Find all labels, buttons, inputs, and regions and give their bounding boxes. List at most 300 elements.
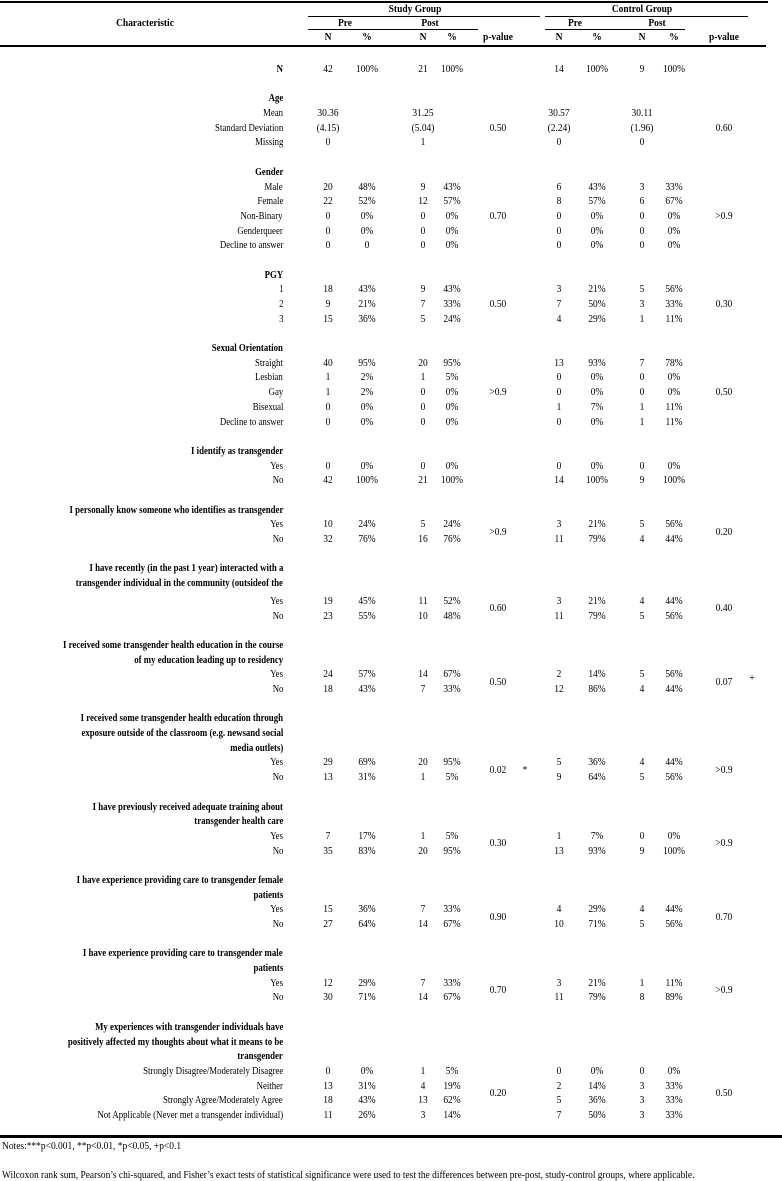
row-label: Lesbian <box>255 371 283 384</box>
control-post-n: 3 <box>639 1079 645 1092</box>
control-post-n: 1 <box>639 312 645 325</box>
study-post-pct: 52% <box>443 594 461 607</box>
control-post-pct: 0% <box>667 209 681 222</box>
control-pre-pct: 50% <box>588 298 606 311</box>
study-p-value: 0.30 <box>489 837 507 850</box>
control-post-n: 0 <box>639 209 645 222</box>
section-title: media outlets) <box>229 741 283 754</box>
header-pct: % <box>362 31 372 43</box>
study-pre-pct: 57% <box>358 668 376 681</box>
study-pre-n: 9 <box>325 298 331 311</box>
section-title: Sexual Orientation <box>211 342 283 355</box>
study-p-value: 0.02 <box>489 763 507 776</box>
study-pre-pct: 43% <box>358 1094 376 1107</box>
control-post-pct: 56% <box>665 918 683 931</box>
study-post-n: 1 <box>420 371 426 384</box>
control-pre-n: 0 <box>556 136 562 149</box>
study-pre-n: 0 <box>325 459 331 472</box>
control-post-n: 0 <box>639 459 645 472</box>
study-pre-n: 42 <box>323 474 333 487</box>
section-title: patients <box>253 888 283 901</box>
control-post-n: 0 <box>639 829 645 842</box>
study-pre-n: 10 <box>323 518 333 531</box>
header-p-value: p-value <box>483 31 513 43</box>
study-pre-pct: 43% <box>358 283 376 296</box>
control-pre-pct: 0% <box>590 459 604 472</box>
footnote-methods: Wilcoxon rank sum, Pearson’s chi-squared, and Fisher’s exact tests of statistical significance were used to test the differences between pre-post, study-control groups, where applicable. <box>2 1169 695 1181</box>
control-post-n: 5 <box>639 668 645 681</box>
study-pre-pct: 0% <box>360 459 374 472</box>
control-post-n: 5 <box>639 771 645 784</box>
control-pre-n: 1 <box>556 400 562 413</box>
study-post-pct: 43% <box>443 180 461 193</box>
study-p-value: 0.90 <box>489 910 507 923</box>
study-pre-n: 35 <box>323 844 333 857</box>
control-post-pct: 0% <box>667 386 681 399</box>
study-post-pct: 14% <box>443 1108 461 1121</box>
control-p-value: 0.20 <box>715 525 733 538</box>
row-label: Male <box>264 180 283 193</box>
control-post-n: 4 <box>639 533 645 546</box>
section-title: exposure outside of the classroom (e.g. newsand social <box>81 727 283 740</box>
study-pre-pct: 21% <box>358 298 376 311</box>
control-p-value: >0.9 <box>715 984 733 997</box>
study-post-pct: 0% <box>445 459 459 472</box>
table-bottom-rule <box>0 1135 782 1138</box>
study-pre-n: 0 <box>325 209 331 222</box>
study-p-value: 0.50 <box>489 121 507 134</box>
header-study-post: Post <box>421 17 439 29</box>
control-pre-pct: 57% <box>588 195 606 208</box>
study-post-pct: 95% <box>443 844 461 857</box>
row-label: Mean <box>262 107 283 120</box>
control-pre-n: 7 <box>556 298 562 311</box>
control-post-pct: 100% <box>662 474 686 487</box>
control-pre-pct: 0% <box>590 1064 604 1077</box>
control-pre-pct: 93% <box>588 844 606 857</box>
control-post-pct: 44% <box>665 756 683 769</box>
control-pre-n: 3 <box>556 594 562 607</box>
header-n: N <box>555 31 563 43</box>
row-label: No <box>272 474 283 487</box>
study-pre-n: 18 <box>323 682 333 695</box>
study-pre-n: 0 <box>325 1064 331 1077</box>
control-pre-n: 14 <box>554 474 564 487</box>
section-title: positively affected my thoughts about what it means to be <box>67 1035 283 1048</box>
row-label: Straight <box>255 356 283 369</box>
study-post-pct: 33% <box>443 682 461 695</box>
study-post-n: 5 <box>420 312 426 325</box>
header-pct: % <box>592 31 602 43</box>
study-post-pct: 95% <box>443 756 461 769</box>
study-pre-pct: 0% <box>360 224 374 237</box>
row-label: Decline to answer <box>219 239 283 252</box>
control-pre-n: 2 <box>556 1079 562 1092</box>
row-label: Missing <box>254 136 283 149</box>
control-pre-pct: 0% <box>590 224 604 237</box>
study-pre-pct: 2% <box>360 371 374 384</box>
study-pre-pct: 45% <box>358 594 376 607</box>
control-pre-pct: 79% <box>588 533 606 546</box>
significance-mark: + <box>749 671 755 684</box>
control-pre-pct: 100% <box>585 474 609 487</box>
control-post-n: 3 <box>639 180 645 193</box>
study-prepost-rule <box>308 29 478 30</box>
study-pre-pct: 83% <box>358 844 376 857</box>
control-p-value: 0.07 <box>715 675 733 688</box>
control-pre-n: 3 <box>556 518 562 531</box>
control-pre-pct: 93% <box>588 356 606 369</box>
study-pre-pct: 29% <box>358 976 376 989</box>
control-post-n: 9 <box>639 63 645 75</box>
control-pre-pct: 0% <box>590 371 604 384</box>
study-post-pct: 19% <box>443 1079 461 1092</box>
section-title: I have experience providing care to transgender female <box>76 873 283 886</box>
study-post-pct: 67% <box>443 918 461 931</box>
header-control-pre: Pre <box>567 17 583 29</box>
control-p-value: >0.9 <box>715 209 733 222</box>
control-p-value: 0.60 <box>715 121 733 134</box>
control-post-pct: 44% <box>665 682 683 695</box>
study-post-n: 14 <box>418 668 428 681</box>
row-label: No <box>272 533 283 546</box>
header-pct: % <box>447 31 457 43</box>
study-post-n: 16 <box>418 533 428 546</box>
control-p-value: >0.9 <box>715 763 733 776</box>
row-label: Decline to answer <box>219 415 283 428</box>
study-pre-n: 24 <box>323 668 333 681</box>
control-post-pct: 33% <box>665 180 683 193</box>
study-p-value: 0.20 <box>489 1086 507 1099</box>
study-post-n: 7 <box>420 298 426 311</box>
control-post-pct: 33% <box>665 298 683 311</box>
control-pre-pct: 29% <box>588 312 606 325</box>
study-pre-pct: 17% <box>358 829 376 842</box>
control-post-pct: 33% <box>665 1079 683 1092</box>
study-pre-pct: 36% <box>358 903 376 916</box>
control-post-pct: 0% <box>667 224 681 237</box>
control-post-pct: 0% <box>667 1064 681 1077</box>
study-pre-n: 13 <box>323 771 333 784</box>
study-pre-pct: 71% <box>358 991 376 1004</box>
row-label: 1 <box>278 283 283 296</box>
header-study-pre: Pre <box>337 17 353 29</box>
study-post-n: 21 <box>418 63 428 75</box>
study-post-pct: 33% <box>443 976 461 989</box>
header-n: N <box>638 31 646 43</box>
study-pre-n: 42 <box>323 63 333 75</box>
control-pre-n: 5 <box>556 1094 562 1107</box>
control-post-n: 1 <box>639 976 645 989</box>
control-pre-pct: 7% <box>590 400 604 413</box>
study-post-n: 0 <box>420 415 426 428</box>
header-n: N <box>324 31 332 43</box>
study-post-n: 0 <box>420 224 426 237</box>
control-pre-n: 4 <box>556 312 562 325</box>
header-n: N <box>419 31 427 43</box>
section-title: I have experience providing care to transgender male <box>83 947 283 960</box>
control-pre-n: 11 <box>554 991 564 1004</box>
control-post-pct: 56% <box>665 283 683 296</box>
control-pre-n: 12 <box>554 682 564 695</box>
study-pre-n: 0 <box>325 400 331 413</box>
control-pre-pct: 21% <box>588 518 606 531</box>
section-title: patients <box>253 962 283 975</box>
row-label: Strongly Disagree/Moderately Disagree <box>142 1064 283 1077</box>
study-pre-pct: 100% <box>355 474 379 487</box>
header-control-post: Post <box>648 17 666 29</box>
control-pre-n: 30.57 <box>548 107 570 120</box>
row-label: No <box>272 682 283 695</box>
section-title: transgender individual in the community (outsideof the <box>75 577 283 590</box>
study-post-n: 20 <box>418 756 428 769</box>
study-pre-pct: 43% <box>358 682 376 695</box>
study-pre-n: 12 <box>323 976 333 989</box>
control-post-n: 5 <box>639 283 645 296</box>
control-pre-n: 0 <box>556 209 562 222</box>
study-post-pct: 5% <box>445 371 459 384</box>
control-pre-pct: 36% <box>588 756 606 769</box>
study-post-pct: 43% <box>443 283 461 296</box>
control-post-n: 5 <box>639 609 645 622</box>
control-pre-n: 9 <box>556 771 562 784</box>
row-label: Yes <box>270 903 283 916</box>
control-post-n: 0 <box>639 224 645 237</box>
row-label: Strongly Agree/Moderately Agree <box>163 1094 283 1107</box>
control-post-pct: 100% <box>662 63 686 75</box>
control-post-n: 1 <box>639 400 645 413</box>
study-post-pct: 5% <box>445 771 459 784</box>
section-title: I have previously received adequate training about <box>92 800 283 813</box>
control-pre-pct: 71% <box>588 918 606 931</box>
study-post-n: 31.25 <box>412 107 434 120</box>
header-control-group: Control Group <box>611 3 673 15</box>
control-pre-n: 0 <box>556 371 562 384</box>
control-post-n: 6 <box>639 195 645 208</box>
study-post-pct: 24% <box>443 518 461 531</box>
control-pre-pct: 0% <box>590 239 604 252</box>
control-pre-pct: 100% <box>585 63 609 75</box>
study-pre-n: 22 <box>323 195 333 208</box>
study-post-n: 11 <box>418 594 428 607</box>
control-p-value: 0.30 <box>715 298 733 311</box>
control-post-pct: 100% <box>662 844 686 857</box>
control-pre-pct: 0% <box>590 209 604 222</box>
study-pre-n: 0 <box>325 415 331 428</box>
study-post-pct: 67% <box>443 668 461 681</box>
section-title: My experiences with transgender individuals have <box>94 1020 283 1033</box>
study-pre-pct: 24% <box>358 518 376 531</box>
section-title: transgender <box>237 1050 283 1063</box>
study-post-pct: 76% <box>443 533 461 546</box>
study-post-n: 0 <box>420 386 426 399</box>
control-pre-n: 1 <box>556 829 562 842</box>
study-post-n: (5.04) <box>411 121 435 134</box>
control-pre-pct: 36% <box>588 1094 606 1107</box>
study-pre-n: 20 <box>323 180 333 193</box>
section-title: I received some transgender health education through <box>80 712 283 725</box>
control-pre-n: 11 <box>554 609 564 622</box>
study-post-n: 7 <box>420 682 426 695</box>
study-pre-n: 23 <box>323 609 333 622</box>
study-post-n: 13 <box>418 1094 428 1107</box>
control-post-n: 4 <box>639 903 645 916</box>
study-p-value: 0.70 <box>489 209 507 222</box>
control-pre-n: 6 <box>556 180 562 193</box>
study-p-value: >0.9 <box>489 386 507 399</box>
section-title: transgender health care <box>193 815 283 828</box>
control-post-pct: 56% <box>665 518 683 531</box>
study-pre-pct: 36% <box>358 312 376 325</box>
row-label: Yes <box>270 594 283 607</box>
study-pre-n: 29 <box>323 756 333 769</box>
study-post-pct: 67% <box>443 991 461 1004</box>
row-label: No <box>272 991 283 1004</box>
study-post-n: 0 <box>420 209 426 222</box>
study-post-pct: 5% <box>445 1064 459 1077</box>
study-post-pct: 48% <box>443 609 461 622</box>
control-post-pct: 11% <box>665 400 683 413</box>
study-pre-pct: 52% <box>358 195 376 208</box>
row-label: Genderqueer <box>237 224 283 237</box>
study-post-n: 0 <box>420 239 426 252</box>
control-pre-n: 7 <box>556 1108 562 1121</box>
study-post-n: 1 <box>420 136 426 149</box>
study-pre-pct: 0% <box>360 209 374 222</box>
control-pre-pct: 29% <box>588 903 606 916</box>
row-label: Yes <box>270 756 283 769</box>
control-post-n: 5 <box>639 518 645 531</box>
control-post-pct: 0% <box>667 239 681 252</box>
study-post-n: 10 <box>418 609 428 622</box>
row-label: Female <box>257 195 283 208</box>
row-label: Neither <box>256 1079 283 1092</box>
control-pre-pct: 0% <box>590 415 604 428</box>
control-post-pct: 56% <box>665 771 683 784</box>
control-pre-n: 0 <box>556 386 562 399</box>
control-pre-pct: 21% <box>588 594 606 607</box>
study-pre-n: 15 <box>323 312 333 325</box>
row-label: Standard Deviation <box>214 121 283 134</box>
row-label: 2 <box>278 298 283 311</box>
study-pre-n: 13 <box>323 1079 333 1092</box>
control-post-n: 4 <box>639 594 645 607</box>
study-p-value: 0.50 <box>489 298 507 311</box>
row-label: N <box>276 63 283 75</box>
section-title: I received some transgender health education in the course <box>62 638 283 651</box>
section-title: I have recently (in the past 1 year) interacted with a <box>89 562 283 575</box>
study-post-pct: 0% <box>445 415 459 428</box>
control-post-n: 9 <box>639 844 645 857</box>
control-post-pct: 44% <box>665 533 683 546</box>
study-pre-pct: 0% <box>360 400 374 413</box>
row-label: Non-Binary <box>240 209 283 222</box>
study-post-pct: 0% <box>445 386 459 399</box>
control-post-pct: 0% <box>667 371 681 384</box>
study-pre-n: 7 <box>325 829 331 842</box>
control-post-n: 0 <box>639 386 645 399</box>
control-post-pct: 78% <box>665 356 683 369</box>
control-pre-n: 2 <box>556 668 562 681</box>
significance-mark: * <box>522 763 528 776</box>
control-post-pct: 56% <box>665 668 683 681</box>
row-label: Yes <box>270 829 283 842</box>
control-p-value: 0.50 <box>715 386 733 399</box>
control-post-pct: 11% <box>665 312 683 325</box>
study-post-n: 0 <box>420 459 426 472</box>
study-pre-pct: 31% <box>358 771 376 784</box>
study-pre-pct: 31% <box>358 1079 376 1092</box>
control-pre-pct: 21% <box>588 283 606 296</box>
control-pre-n: 14 <box>554 63 564 75</box>
study-pre-n: 15 <box>323 903 333 916</box>
row-label: Yes <box>270 668 283 681</box>
study-pre-pct: 0% <box>360 1064 374 1077</box>
study-pre-n: 0 <box>325 224 331 237</box>
control-pre-pct: 21% <box>588 976 606 989</box>
control-post-pct: 11% <box>665 976 683 989</box>
control-post-pct: 33% <box>665 1094 683 1107</box>
row-label: No <box>272 918 283 931</box>
control-post-n: 3 <box>639 1108 645 1121</box>
study-post-n: 5 <box>420 518 426 531</box>
study-pre-n: 30 <box>323 991 333 1004</box>
study-post-pct: 95% <box>443 356 461 369</box>
study-pre-n: 0 <box>325 239 331 252</box>
study-post-n: 1 <box>420 771 426 784</box>
study-p-value: 0.50 <box>489 675 507 688</box>
control-post-n: 8 <box>639 991 645 1004</box>
control-pre-n: 0 <box>556 459 562 472</box>
study-pre-pct: 69% <box>358 756 376 769</box>
header-p-value: p-value <box>709 31 739 43</box>
study-post-pct: 33% <box>443 298 461 311</box>
section-title: of my education leading up to residency <box>134 653 283 666</box>
row-label: Not Applicable (Never met a transgender individual) <box>97 1108 283 1121</box>
header-bottom-rule <box>0 45 766 47</box>
study-post-n: 20 <box>418 844 428 857</box>
control-pre-n: 4 <box>556 903 562 916</box>
control-post-n: 0 <box>639 1064 645 1077</box>
control-pre-pct: 79% <box>588 609 606 622</box>
control-p-value: 0.50 <box>715 1086 733 1099</box>
section-title: I identify as transgender <box>190 444 283 457</box>
study-post-n: 9 <box>420 283 426 296</box>
control-post-pct: 0% <box>667 829 681 842</box>
control-pre-pct: 79% <box>588 991 606 1004</box>
study-post-n: 1 <box>420 1064 426 1077</box>
control-post-n: 4 <box>639 756 645 769</box>
study-post-n: 7 <box>420 903 426 916</box>
section-title: Age <box>268 92 283 105</box>
control-post-pct: 56% <box>665 609 683 622</box>
study-pre-n: (4.15) <box>316 121 340 134</box>
study-p-value: 0.70 <box>489 984 507 997</box>
study-post-pct: 100% <box>440 474 464 487</box>
control-pre-n: 10 <box>554 918 564 931</box>
study-post-pct: 24% <box>443 312 461 325</box>
study-post-pct: 33% <box>443 903 461 916</box>
study-pre-pct: 26% <box>358 1108 376 1121</box>
control-pre-n: 3 <box>556 283 562 296</box>
study-post-n: 21 <box>418 474 428 487</box>
control-post-pct: 89% <box>665 991 683 1004</box>
control-pre-n: 13 <box>554 356 564 369</box>
study-post-pct: 57% <box>443 195 461 208</box>
section-title: PGY <box>264 268 283 281</box>
control-post-pct: 33% <box>665 1108 683 1121</box>
control-post-pct: 11% <box>665 415 683 428</box>
